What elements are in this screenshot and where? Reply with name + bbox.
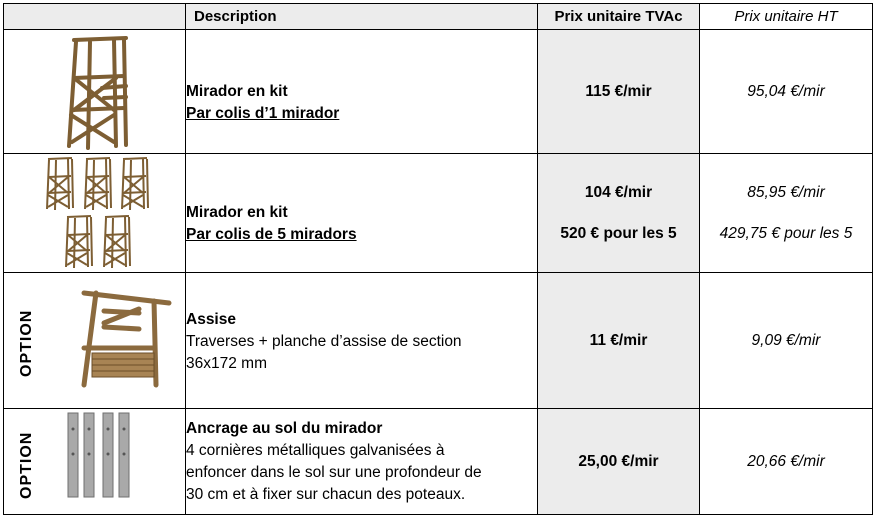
header-description: Description [186,4,538,30]
price-ht [700,154,873,273]
price-tvac-total: 520 € pour les 5 [560,224,677,242]
image-cell [4,273,186,409]
mirador-image [4,30,185,153]
price-tvac-value: 25,00 €/mir [578,452,659,470]
table-row [4,30,873,154]
description-cell [186,30,538,154]
image-cell [4,409,186,515]
table-row [4,154,873,273]
seat-image [4,273,185,409]
item-title: Mirador en kit [186,82,288,100]
description-cell [186,154,538,273]
image-cell [4,30,186,154]
item-body-line: Traverses + planche d’assise de section [186,332,462,350]
price-ht [700,30,873,154]
description-cell [186,273,538,409]
anchor-image [4,409,185,515]
table-row [4,273,873,409]
price-table [3,3,873,515]
price-ht-value: 85,95 €/mir [747,183,825,201]
price-tvac-value: 11 €/mir [589,331,648,349]
header-row [4,4,873,30]
header-tvac: Prix unitaire TVAc [538,4,700,30]
price-tvac-value: 104 €/mir [584,183,653,201]
table-row [4,409,873,515]
price-tvac [538,154,700,273]
price-ht-total: 429,75 € pour les 5 [719,224,853,242]
item-body-line: 36x172 mm [186,354,267,372]
description-cell [186,409,538,515]
option-label: OPTION [18,431,35,499]
item-body-line: 30 cm et à fixer sur chacun des poteaux. [186,486,466,503]
item-body-line: enfoncer dans le sol sur une profondeur de [186,464,482,481]
price-ht-value: 20,66 €/mir [747,452,825,470]
price-tvac [538,409,700,515]
item-subtitle: Par colis de 5 miradors [186,226,357,243]
option-label: OPTION [18,309,35,377]
image-cell [4,154,186,273]
header-image-cell [4,4,186,30]
item-body-line: 4 cornières métalliques galvanisées à [186,442,445,459]
price-ht [700,409,873,515]
item-title: Mirador en kit [186,204,288,221]
price-tvac-value: 115 €/mir [585,82,652,100]
item-title: Ancrage au sol du mirador [186,420,383,437]
item-subtitle: Par colis d’1 mirador [186,104,340,122]
item-title: Assise [186,310,236,328]
price-ht [700,273,873,409]
price-tvac [538,30,700,154]
price-ht-value: 95,04 €/mir [747,82,825,100]
price-tvac [538,273,700,409]
price-ht-value: 9,09 €/mir [751,331,821,349]
header-ht: Prix unitaire HT [700,4,873,30]
mirador-group-image [4,154,185,272]
